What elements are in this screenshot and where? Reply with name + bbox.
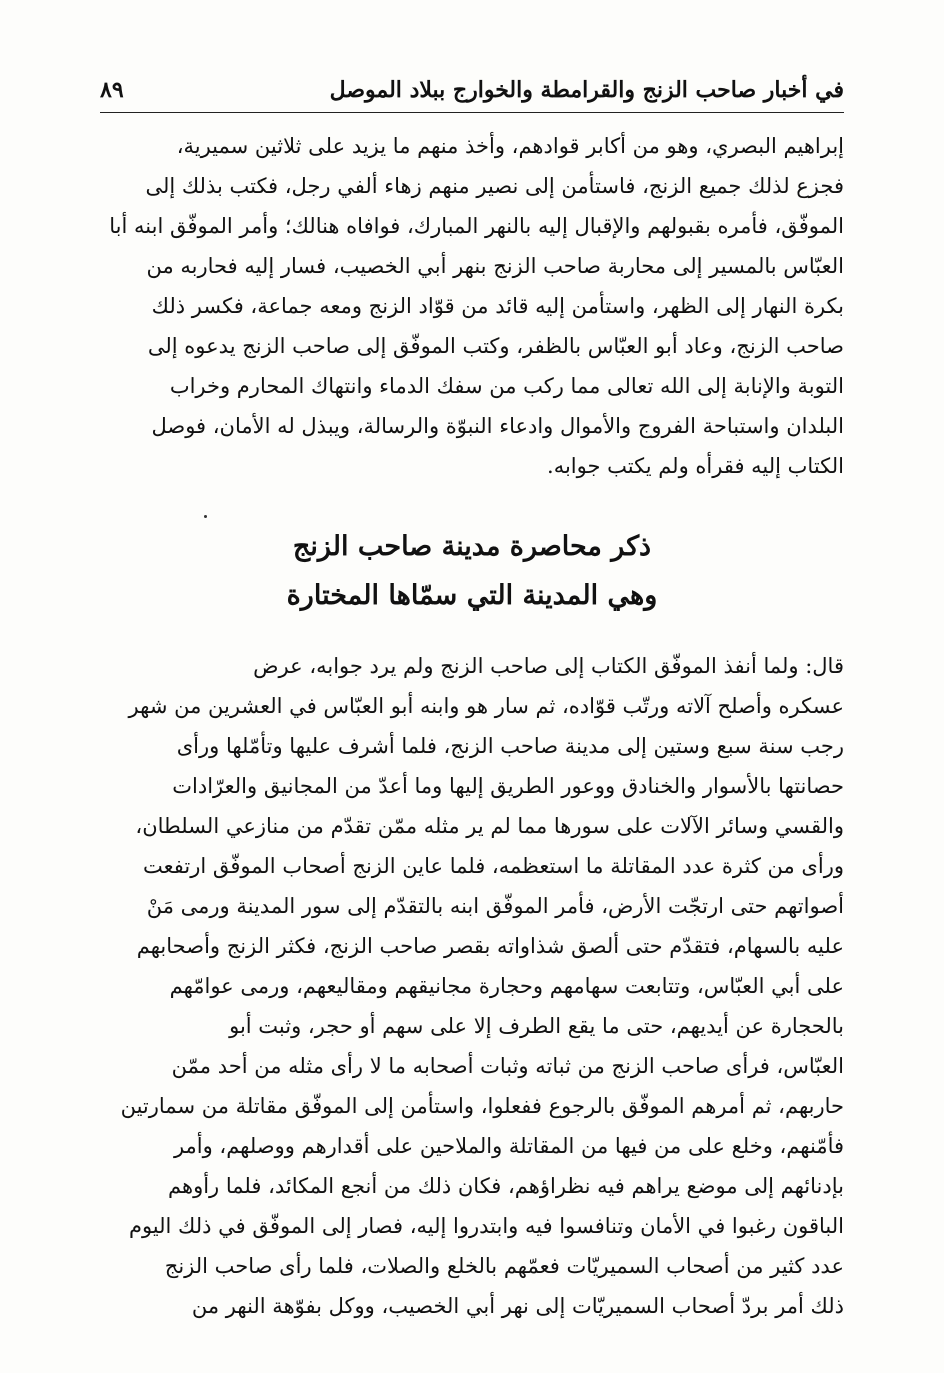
- text-line: التوبة والإنابة إلى الله تعالى مما ركب من سفك الدماء وانتهاك المحارم وخراب: [169, 374, 844, 398]
- section-heading-line-2: وهي المدينة التي سمّاها المختارة: [286, 580, 658, 611]
- text-line: قال: ولما أنفذ الموفّق الكتاب إلى صاحب الزنج ولم يرد جوابه، عرض: [253, 654, 844, 678]
- text-line: الباقون رغبوا في الأمان وتنافسوا فيه وابتدروا إليه، فصار إلى الموفّق في ذلك اليوم: [128, 1214, 844, 1238]
- text-line: ورأى من كثرة عدد المقاتلة ما استعظمه، فلما عاين الزنج أصحاب الموفّق ارتفعت: [143, 854, 844, 878]
- text-line: الموفّق، فأمره بقبولهم والإقبال إليه بالنهر المبارك، فوافاه هنالك؛ وأمر الموفّق ابنه أبا: [109, 214, 844, 238]
- paragraph-2: [100, 646, 844, 1326]
- text-line: حاربهم، ثم أمرهم الموفّق بالرجوع ففعلوا، واستأمن إلى الموفّق مقاتلة من سمارتين: [120, 1094, 844, 1118]
- section-heading-line-1: ذكر محاصرة مدينة صاحب الزنج: [292, 531, 652, 562]
- text-line: أصواتهم حتى ارتجّت الأرض، فأمر الموفّق ابنه بالتقدّم إلى سور المدينة ورمى مَنْ: [146, 894, 844, 918]
- text-line: حصانتها بالأسوار والخنادق ووعور الطريق إليها وما أعدّ من المجانيق والعرّادات: [172, 774, 844, 798]
- text-line: العبّاس، فرأى صاحب الزنج من ثباته وثبات أصحابه ما لا رأى مثله من أحد ممّن: [171, 1054, 844, 1078]
- text-line: البلدان واستباحة الفروج والأموال وادعاء النبوّة والرسالة، ويبذل له الأمان، فوصل: [151, 414, 844, 438]
- text-line: رجب سنة سبع وستين إلى مدينة صاحب الزنج، فلما أشرف عليها وتأمّلها ورأى: [176, 734, 844, 758]
- text-line: فأمّنهم، وخلع على من فيها من المقاتلة والملاحين على أقدارهم ووصلهم، وأمر: [173, 1134, 844, 1158]
- page-number: ٨٩: [100, 77, 124, 103]
- running-title: في أخبار صاحب الزنج والقرامطة والخوارج ببلاد الموصل: [329, 77, 844, 103]
- text-line: عدد كثير من أصحاب السميريّات فعمّهم بالخلع والصلات، فلما رأى صاحب الزنج: [164, 1254, 844, 1278]
- paragraph-1: [100, 126, 844, 486]
- text-line: عسكره وأصلح آلاته ورتّب قوّاده، ثم سار هو وابنه أبو العبّاس في العشرين من شهر: [128, 694, 844, 718]
- text-line: بالحجارة عن أيديهم، حتى ما يقع الطرف إلا على سهم أو حجر، وثبت أبو: [229, 1014, 844, 1038]
- text-line: فجزع لذلك جميع الزنج، فاستأمن إلى نصير منهم زهاء ألفي رجل، فكتب بذلك إلى: [145, 174, 844, 198]
- text-line: إبراهيم البصري، وهو من أكابر قوادهم، وأخذ منهم ما يزيد على ثلاثين سميرية،: [176, 134, 844, 158]
- text-line: الكتاب إليه فقرأه ولم يكتب جوابه.: [547, 454, 844, 478]
- text-line: على أبي العبّاس، وتتابعت سهامهم وحجارة مجانيقهم ومقاليعهم، ورمى عوامّهم: [169, 974, 844, 998]
- text-line: عليه بالسهام، فتقدّم حتى ألصق شذاواته بقصر صاحب الزنج، فكثر الزنج وأصحابهم: [136, 934, 844, 958]
- header-rule: [100, 112, 844, 113]
- text-line: صاحب الزنج، وعاد أبو العبّاس بالظفر، وكتب الموفّق إلى صاحب الزنج يدعوه إلى: [147, 334, 844, 358]
- text-line: والقسي وسائر الآلات على سورها مما لم ير مثله ممّن تقدّم من منازعي السلطان،: [135, 814, 844, 838]
- text-line: ذلك أمر بردّ أصحاب السميريّات إلى نهر أبي الخصيب، ووكل بفوّهة النهر من: [191, 1294, 844, 1318]
- text-line: العبّاس بالمسير إلى محاربة صاحب الزنج بنهر أبي الخصيب، فسار إليه فحاربه من: [146, 254, 844, 278]
- ink-speck: [204, 515, 207, 518]
- text-line: بإدنائهم إلى موضع يراهم فيه نظراؤهم، فكان ذلك من أنجع المكائد، فلما رأوهم: [168, 1174, 844, 1198]
- text-line: بكرة النهار إلى الظهر، واستأمن إليه قائد من قوّاد الزنج ومعه جماعة، فكسر ذلك: [151, 294, 844, 318]
- page-header: [100, 72, 844, 108]
